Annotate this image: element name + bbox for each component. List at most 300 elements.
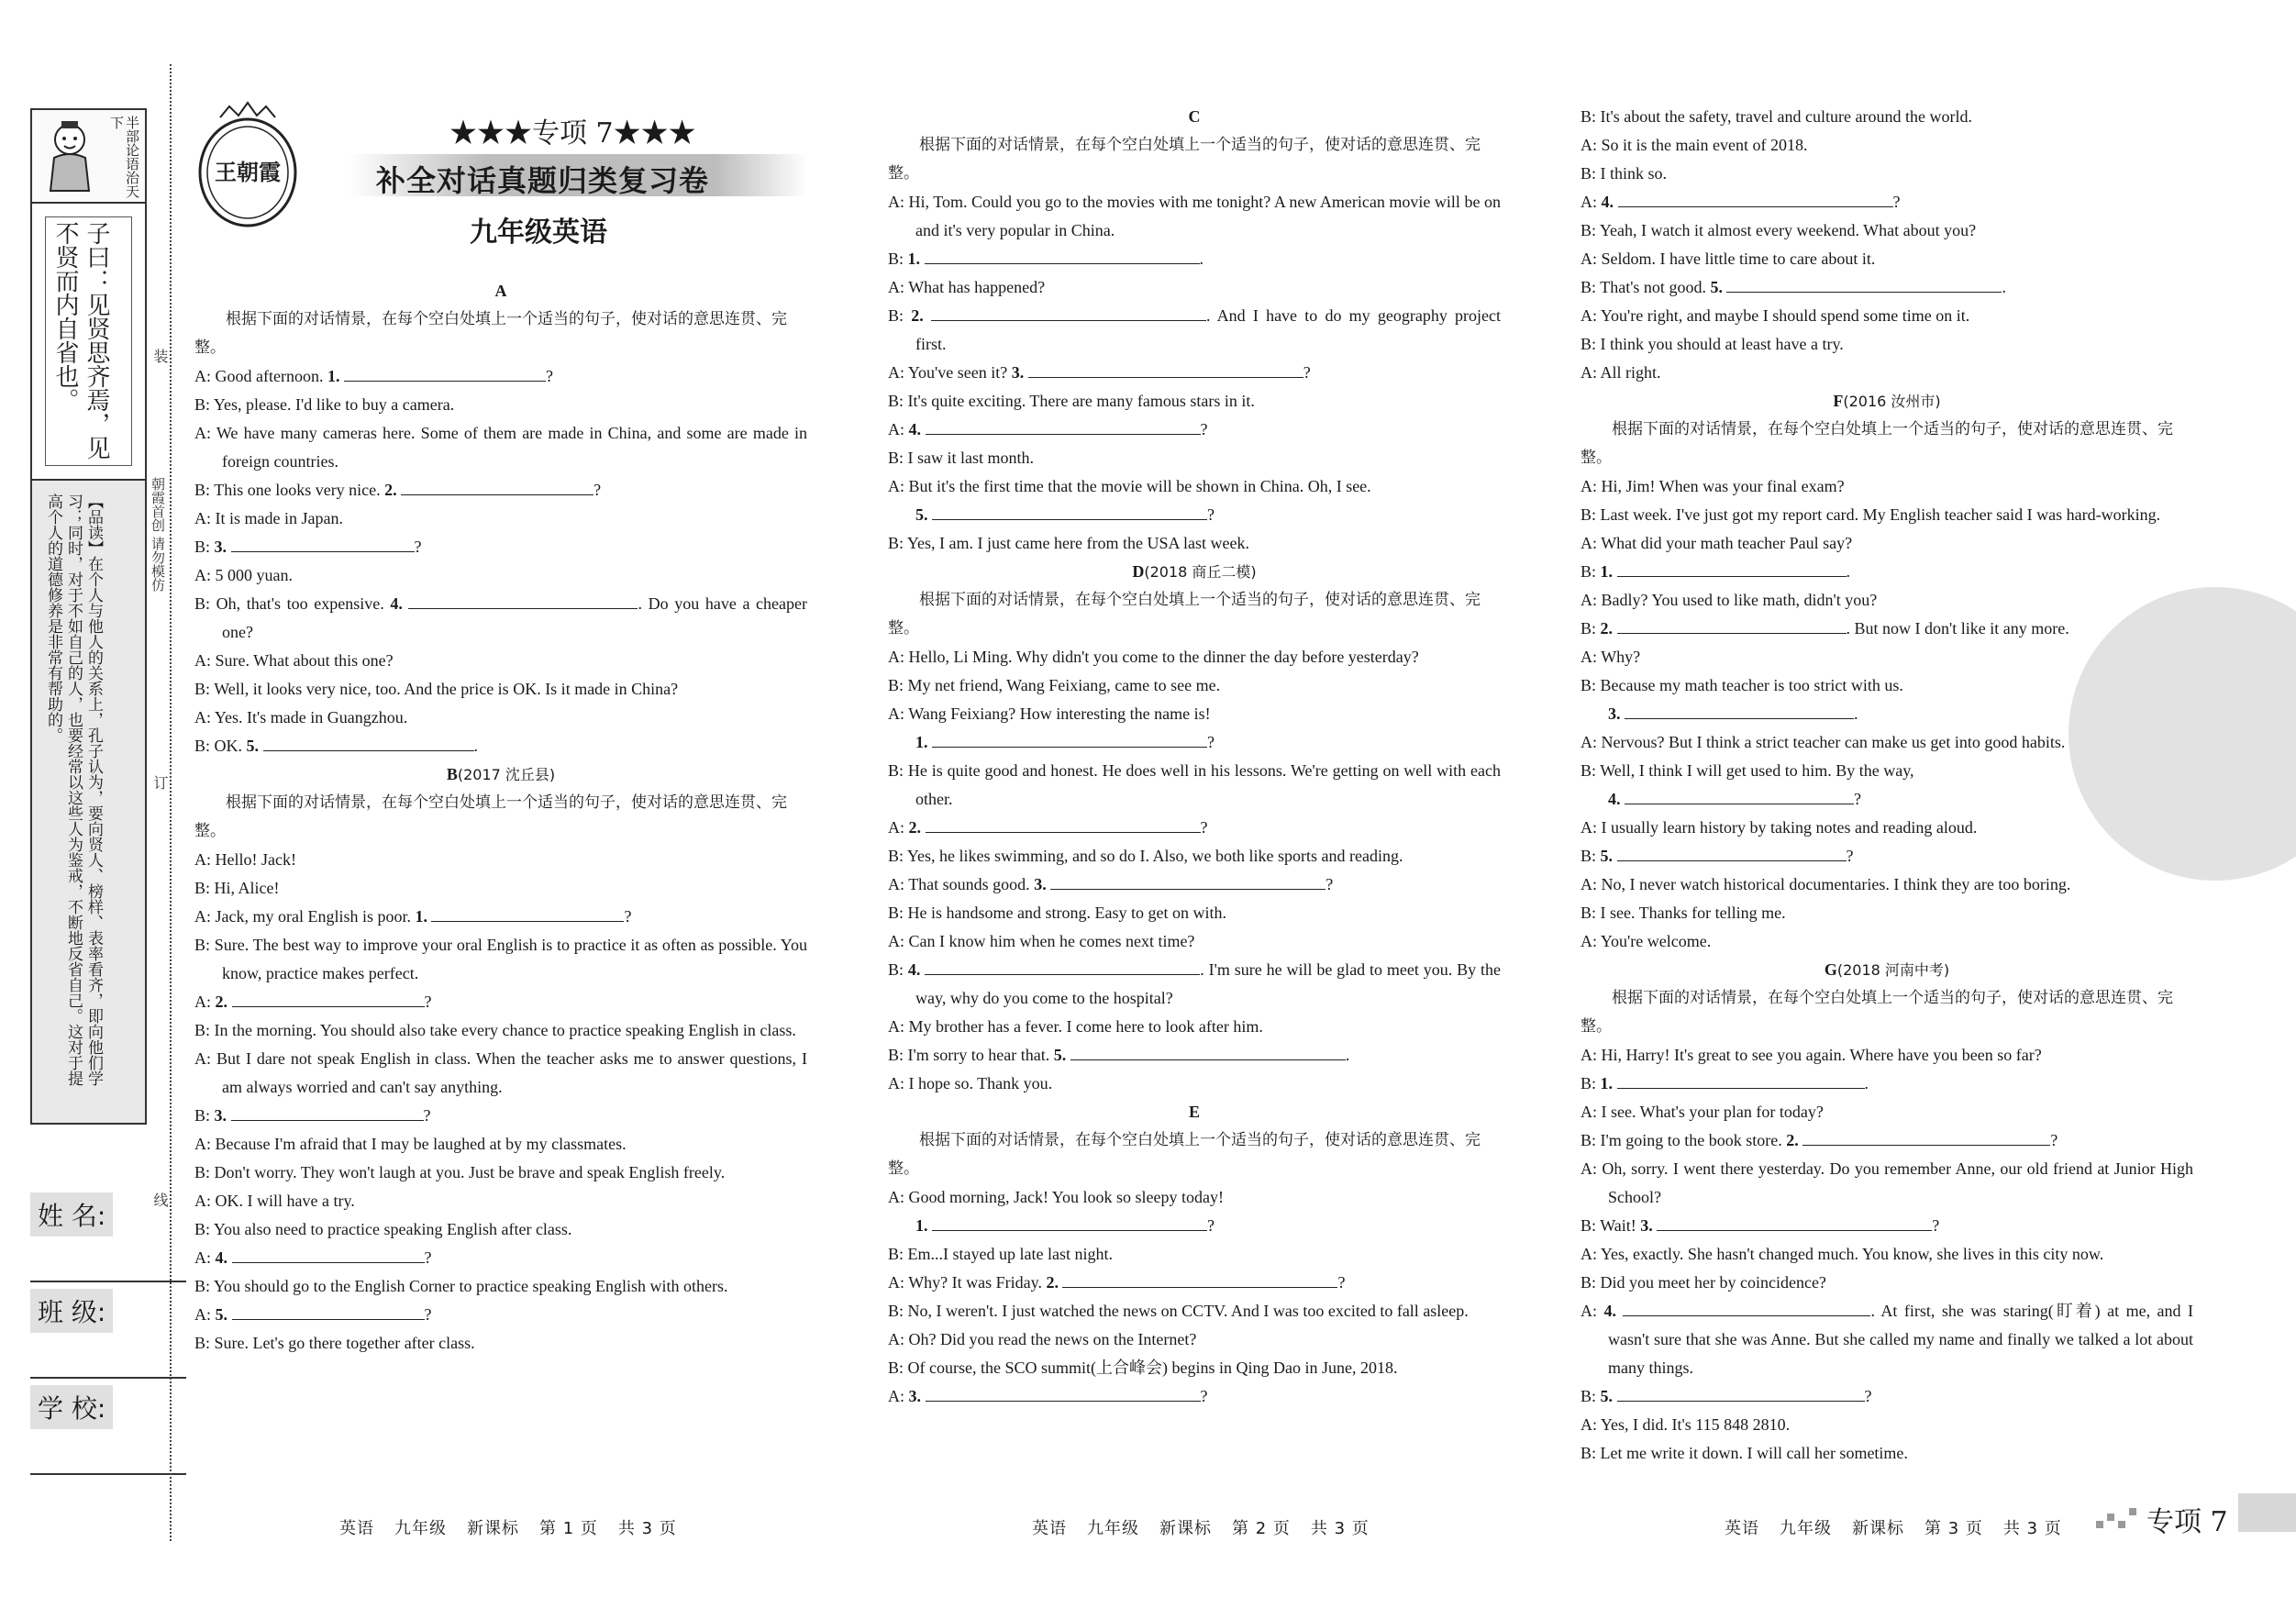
answer-blank[interactable] <box>231 1103 424 1121</box>
dialogue-text-after: ? <box>424 993 432 1011</box>
dialogue-text: Yeah, I watch it almost every weekend. What about you? <box>1599 221 1977 239</box>
blank-number: 3. <box>1011 363 1025 382</box>
blank-number: 4. <box>1601 193 1614 211</box>
motto-panel <box>30 108 147 204</box>
speaker-label: B: <box>888 1302 904 1320</box>
quote-panel <box>30 204 147 481</box>
dialogue-line <box>194 1016 807 1045</box>
answer-blank[interactable] <box>925 247 1200 264</box>
answer-blank[interactable] <box>1726 275 2002 293</box>
dialogue-text-after: . <box>1199 250 1204 268</box>
dialogue-text-after: ? <box>1200 1387 1208 1405</box>
dialogue-line <box>888 643 1501 671</box>
answer-blank[interactable] <box>344 364 546 382</box>
dialogue-text: Hi, Harry! It's great to see you again. Where have you been so far? <box>1601 1046 2042 1064</box>
dialogue-text: I saw it last month. <box>907 449 1035 467</box>
speaker-label: B: <box>194 594 211 613</box>
speaker-label: B: <box>1581 904 1597 922</box>
dialogue-line <box>888 444 1501 472</box>
dialogue-text-after: ? <box>423 1106 431 1125</box>
dialogue-line <box>888 1041 1501 1070</box>
dialogue-text: Sure. What about this one? <box>215 651 394 670</box>
school-label: 学 校: <box>30 1385 113 1429</box>
class-field[interactable] <box>30 1289 159 1379</box>
dialogue-text: I hope so. Thank you. <box>908 1074 1053 1092</box>
section-E-continued <box>1581 103 2193 387</box>
speaker-label: B: <box>1581 1444 1597 1462</box>
speaker-label: B: <box>888 1046 904 1064</box>
dialogue-line <box>194 675 807 704</box>
answer-blank[interactable] <box>1028 360 1303 378</box>
dialogue-text: But I dare not speak English in class. When the teacher asks me to answer questions, I am always worried and can't say anything. <box>216 1049 808 1096</box>
dialogue-text: Nervous? But I think a strict teacher can make us get into good habits. <box>1601 733 2066 751</box>
instruction-text: 根据下面的对话情景，在每个空白处填上一个适当的句子，使对话的意思连贯、完整。 <box>888 136 1481 183</box>
left-margin-strip <box>30 108 147 1125</box>
blank-number: 2. <box>1600 619 1614 638</box>
blank-number: 1. <box>907 250 921 268</box>
answer-blank[interactable] <box>932 1214 1207 1231</box>
dialogue-text-after: ? <box>1892 193 1901 211</box>
dialogue-line <box>1581 1070 2193 1098</box>
answer-blank[interactable] <box>1617 1071 1865 1089</box>
answer-blank[interactable] <box>401 478 593 495</box>
dialogue-line <box>888 1325 1501 1354</box>
dialogue-line <box>888 245 1501 273</box>
blank-number: 3. <box>1640 1216 1653 1235</box>
dialogue-line <box>1581 359 2193 387</box>
dialogue-text: What did your math teacher Paul say? <box>1601 534 1853 552</box>
answer-blank[interactable] <box>926 815 1201 833</box>
dialogue-text-after: ? <box>424 1305 432 1324</box>
speaker-label: A: <box>1581 875 1597 893</box>
corner-dots-icon <box>2096 1504 2142 1532</box>
speaker-label: A: <box>1581 363 1597 382</box>
blank-number: 2. <box>908 818 921 837</box>
dialogue-line <box>194 647 807 675</box>
blank-number: 1. <box>415 907 427 926</box>
answer-blank[interactable] <box>231 535 415 552</box>
dialogue-text: Oh, that's too expensive. <box>216 594 384 613</box>
dialogue-line <box>1581 899 2193 927</box>
section-E <box>888 1098 1501 1411</box>
dialogue-line <box>1581 1126 2193 1155</box>
blank-number: 2. <box>384 481 397 499</box>
answer-blank[interactable] <box>232 1246 425 1263</box>
dialogue-line <box>1581 871 2193 899</box>
section-B <box>194 760 807 1358</box>
dialogue-text: Hi, Alice! <box>214 879 280 897</box>
dialogue-line <box>1581 1041 2193 1070</box>
speaker-label: A: <box>888 1188 904 1206</box>
speaker-label: B: <box>194 680 211 698</box>
speaker-label: B: <box>194 538 211 556</box>
speaker-label: A: <box>888 278 904 296</box>
speaker-label: A: <box>1581 1415 1597 1434</box>
dialogue-text: Jack, my oral English is poor. <box>215 907 411 926</box>
speaker-label: B: <box>1581 562 1597 581</box>
speaker-label: B: <box>888 847 904 865</box>
confucius-cartoon-icon <box>38 117 102 194</box>
blank-number: 4. <box>1603 1302 1616 1320</box>
dialogue-line <box>888 671 1501 700</box>
answer-blank[interactable] <box>431 904 624 922</box>
dialogue-text-after: ? <box>1207 1216 1215 1235</box>
dialogue-line <box>194 1045 807 1102</box>
speaker-label: B: <box>194 1220 211 1238</box>
dialogue-text: Hello, Li Ming. Why didn't you come to the dinner the day before yesterday? <box>908 648 1419 666</box>
section-source: (2018 商丘二模) <box>1144 563 1257 581</box>
dialogue-line <box>1581 1240 2193 1269</box>
dialogue-text: It's about the safety, travel and culture around the world. <box>1600 107 1972 126</box>
name-label: 姓 名: <box>30 1192 113 1237</box>
dialogue-text: Don't worry. They won't laugh at you. Just be brave and speak English freely. <box>214 1163 726 1181</box>
school-line[interactable] <box>30 1429 186 1475</box>
answer-blank[interactable] <box>1062 1270 1337 1288</box>
dialogue-text: You should go to the English Corner to practice speaking English with others. <box>213 1277 728 1295</box>
answer-blank[interactable] <box>1617 1384 1865 1402</box>
answer-blank[interactable] <box>931 304 1206 321</box>
answer-blank[interactable] <box>1623 1299 1870 1316</box>
dialogue-text-after: . And I have to do my geography project first. <box>915 306 1502 353</box>
answer-blank[interactable] <box>926 1384 1201 1402</box>
answer-blank[interactable] <box>1802 1128 2050 1146</box>
dialogue-line <box>1581 131 2193 160</box>
answer-blank[interactable] <box>1625 787 1854 804</box>
footer-page-1: 英语 九年级 新课标 第 1 页 共 3 页 <box>339 1519 677 1538</box>
speaker-label: A: <box>1581 591 1597 609</box>
speaker-label: B: <box>888 761 904 780</box>
dialogue-text: Seldom. I have little time to care about it. <box>1601 250 1876 268</box>
dialogue-text: Did you meet her by coincidence? <box>1600 1273 1826 1292</box>
dialogue-line <box>1581 160 2193 188</box>
dialogue-text-after: ? <box>1337 1273 1346 1292</box>
speaker-label: B: <box>888 960 904 979</box>
page-title: 补全对话真题归类复习卷 <box>376 163 710 198</box>
dialogue-text: I'm going to the book store. <box>1600 1131 1782 1149</box>
dialogue-line <box>194 391 807 419</box>
dialogue-text: OK. I will have a try. <box>215 1192 355 1210</box>
dialogue-text: All right. <box>1600 363 1661 382</box>
blank-number: 5. <box>1600 847 1614 865</box>
dialogue-text-after: . <box>1854 704 1858 723</box>
dialogue-text: What has happened? <box>908 278 1046 296</box>
blank-number: 4. <box>390 594 403 613</box>
speaker-label: A: <box>888 875 904 893</box>
instruction-text: 根据下面的对话情景，在每个空白处填上一个适当的句子，使对话的意思连贯、完整。 <box>888 1131 1481 1178</box>
dialogue-text: Yes, I did. It's 115 848 2810. <box>1600 1415 1791 1434</box>
dialogue-text-after: . <box>1345 1046 1350 1064</box>
dialogue-line <box>1581 1382 2193 1411</box>
dialogue-text: I usually learn history by taking notes and reading aloud. <box>1601 818 1978 837</box>
speaker-label: B: <box>888 449 904 467</box>
speaker-label: A: <box>1581 1046 1597 1064</box>
dialogue-text-after: ? <box>1854 790 1861 808</box>
speaker-label: B: <box>194 936 211 954</box>
dialogue-text-after: . At first, she was staring(盯着) at me, and I wasn't sure that she was Anne. But she called my name and finally we talked a lot about many things. <box>1608 1302 2193 1377</box>
footer-page-2: 英语 九年级 新课标 第 2 页 共 3 页 <box>1032 1519 1370 1538</box>
speaker-label: B: <box>1581 676 1597 694</box>
dialogue-line <box>888 757 1501 814</box>
dialogue-line <box>888 1382 1501 1411</box>
speaker-label: B: <box>1581 1216 1597 1235</box>
blank-number: 2. <box>911 306 924 325</box>
dialogue-line <box>888 1070 1501 1098</box>
answer-blank[interactable] <box>925 958 1200 975</box>
dialogue-text: We have many cameras here. Some of them are made in China, and some are made in foreign countries. <box>216 424 807 471</box>
speaker-label: B: <box>888 1245 904 1263</box>
dialogue-text: You've seen it? <box>907 363 1008 382</box>
dialogue-line <box>194 1329 807 1358</box>
footer-page-3: 英语 九年级 新课标 第 3 页 共 3 页 <box>1725 1519 2062 1538</box>
dialogue-text: I think so. <box>1600 164 1668 183</box>
speaker-label: A: <box>1581 733 1597 751</box>
fold-mark-zhuang: 装 <box>149 349 169 363</box>
dialogue-line <box>194 590 807 647</box>
dialogue-text: Of course, the SCO summit(上合峰会) begins in Qing Dao in June, 2018. <box>907 1359 1398 1377</box>
dialogue-text: I think you should at least have a try. <box>1600 335 1844 353</box>
dialogue-line <box>194 1102 807 1130</box>
speaker-label: B: <box>194 1163 211 1181</box>
corner-bar <box>2238 1493 2296 1532</box>
dialogue-line <box>194 931 807 988</box>
answer-blank[interactable] <box>232 1303 425 1320</box>
blank-number: 4. <box>908 420 921 438</box>
section-title <box>1581 387 2193 416</box>
answer-blank[interactable] <box>1618 190 1893 207</box>
dialogue-text: Wait! <box>1600 1216 1636 1235</box>
dialogue-line <box>194 1244 807 1272</box>
answer-blank[interactable] <box>408 592 638 609</box>
dialogue-text: I'm sorry to hear that. <box>907 1046 1050 1064</box>
dialogue-text-after: ? <box>1207 733 1215 751</box>
answer-blank[interactable] <box>1625 702 1854 719</box>
svg-text:王朝霞: 王朝霞 <box>215 160 281 185</box>
dialogue-text-after: ? <box>1207 505 1215 524</box>
speaker-label: A: <box>888 648 904 666</box>
dialogue-text: Badly? You used to like math, didn't you? <box>1601 591 1878 609</box>
speaker-label: B: <box>888 306 904 325</box>
speaker-label: B: <box>1581 1273 1597 1292</box>
section-title <box>888 1098 1501 1126</box>
dialogue-line <box>194 419 807 476</box>
dialogue-text: Well, I think I will get used to him. By the way, <box>1600 761 1914 780</box>
section-A <box>194 277 807 760</box>
speaker-label: A: <box>888 193 904 211</box>
dialogue-text: No, I weren't. I just watched the news on CCTV. And I was too excited to fall asleep. <box>907 1302 1469 1320</box>
dialogue-text: Oh, sorry. I went there yesterday. Do you remember Anne, our old friend at Junior High School? <box>1602 1159 2193 1206</box>
dialogue-line <box>194 988 807 1016</box>
speaker-label: A: <box>888 1017 904 1036</box>
answer-blank[interactable] <box>263 734 474 751</box>
fold-mark-ding: 订 <box>149 775 169 790</box>
answer-blank[interactable] <box>1617 844 1847 861</box>
binding-fold-line <box>170 64 172 1541</box>
speaker-label: A: <box>1581 306 1597 325</box>
dialogue-text: Em...I stayed up late last night. <box>907 1245 1113 1263</box>
speaker-label: A: <box>1581 477 1597 495</box>
blank-number: 5. <box>915 505 928 524</box>
dialogue-line <box>888 814 1501 842</box>
blank-number: 1. <box>1600 562 1614 581</box>
dialogue-line <box>1581 302 2193 330</box>
speaker-label: A: <box>194 1305 211 1324</box>
dialogue-text-after: . <box>1846 562 1851 581</box>
speaker-label: B: <box>888 676 904 694</box>
dialogue-line <box>888 1183 1501 1212</box>
section-letter: A <box>494 282 507 300</box>
dialogue-text-after: ? <box>1846 847 1854 865</box>
speaker-label: B: <box>1581 761 1597 780</box>
section-source: (2018 河南中考) <box>1836 961 1950 979</box>
speaker-label: B: <box>1581 847 1597 865</box>
dialogue-line <box>888 842 1501 871</box>
blank-number: 1. <box>915 733 928 751</box>
blank-number: 5. <box>1600 1387 1614 1405</box>
dialogue-text: Why? It was Friday. <box>908 1273 1042 1292</box>
dialogue-line <box>888 1212 1501 1240</box>
section-letter: F <box>1833 392 1844 410</box>
publisher-logo-icon <box>193 99 303 237</box>
dialogue-text-after: ? <box>545 367 553 385</box>
speaker-label: A: <box>194 993 211 1011</box>
speaker-label: A: <box>194 1135 211 1153</box>
blank-number: 4. <box>907 960 921 979</box>
speaker-label: B: <box>1581 1387 1597 1405</box>
answer-blank[interactable] <box>932 503 1207 520</box>
dialogue-text: Sure. Let's go there together after class. <box>214 1334 475 1352</box>
dialogue-line <box>1581 1269 2193 1297</box>
answer-blank[interactable] <box>932 730 1207 748</box>
dialogue-text: Wang Feixiang? How interesting the name is! <box>908 704 1211 723</box>
dialogue-line <box>1581 330 2193 359</box>
dialogue-text: You're right, and maybe I should spend some time on it. <box>1600 306 1970 325</box>
section-letter: E <box>1188 1103 1200 1121</box>
speaker-label: A: <box>194 367 211 385</box>
speaker-label: B: <box>1581 619 1597 638</box>
dialogue-line <box>1581 216 2193 245</box>
blank-number: 2. <box>1046 1273 1059 1292</box>
dialogue-text: But it's the first time that the movie will be shown in China. Oh, I see. <box>908 477 1371 495</box>
dialogue-text: I see. Thanks for telling me. <box>1600 904 1786 922</box>
blank-number: 5. <box>1710 278 1723 296</box>
blank-number: 2. <box>215 993 227 1011</box>
dialogue-text: Good morning, Jack! You look so sleepy today! <box>908 1188 1224 1206</box>
dialogue-line <box>888 416 1501 444</box>
dialogue-line <box>194 1272 807 1301</box>
speaker-label: A: <box>1581 1103 1597 1121</box>
dialogue-line <box>194 533 807 561</box>
answer-blank[interactable] <box>1617 616 1847 634</box>
dialogue-line <box>888 1013 1501 1041</box>
dialogue-line <box>194 1215 807 1244</box>
answer-blank[interactable] <box>232 990 425 1007</box>
dialogue-text: Why? <box>1601 648 1641 666</box>
name-field[interactable] <box>30 1192 159 1282</box>
section-title <box>1581 956 2193 984</box>
answer-blank[interactable] <box>1070 1043 1346 1060</box>
dialogue-text: Yes, he likes swimming, and so do I. Also, we both like sports and reading. <box>906 847 1403 865</box>
dialogue-line <box>1581 245 2193 273</box>
dialogue-text-after: ? <box>414 538 422 556</box>
speaker-label: A: <box>194 907 211 926</box>
dialogue-line <box>194 362 807 391</box>
speaker-label: A: <box>194 708 211 726</box>
dialogue-text: Yes, please. I'd like to buy a camera. <box>213 395 455 414</box>
dialogue-text: You also need to practice speaking English after class. <box>213 1220 572 1238</box>
speaker-label: A: <box>888 1273 904 1292</box>
speaker-label: B: <box>194 481 211 499</box>
dialogue-text-after: ? <box>1303 363 1311 382</box>
section-G <box>1581 956 2193 1468</box>
name-line[interactable] <box>30 1237 186 1282</box>
answer-blank[interactable] <box>926 417 1201 435</box>
dialogue-text-after: . <box>473 737 479 755</box>
dialogue-line <box>888 302 1501 359</box>
dialogue-line <box>194 1130 807 1159</box>
dialogue-text: Because I'm afraid that I may be laughed at by my classmates. <box>215 1135 627 1153</box>
dialogue-text-after: ? <box>424 1248 432 1267</box>
reading-commentary: 【品读】在个人与他人的关系上，孔子认为，要向贤人、榜样、表率看齐，即向他们学习；同时，对于不如自己的人，也要经常以这些人为鉴戒，不断地反省自己。这对于提高个人的道德修养是非常有帮助的。 <box>44 494 103 1086</box>
speaker-label: B: <box>1581 1074 1597 1092</box>
dialogue-text-after: ? <box>593 481 602 499</box>
speaker-label: B: <box>888 392 904 410</box>
blank-number: 5. <box>1053 1046 1067 1064</box>
blank-number: 1. <box>327 367 340 385</box>
instruction-text: 根据下面的对话情景，在每个空白处填上一个适当的句子，使对话的意思连贯、完整。 <box>194 310 787 357</box>
column-1 <box>194 277 807 1358</box>
dialogue-line <box>888 1240 1501 1269</box>
dialogue-line <box>1581 501 2193 529</box>
speaker-label: A: <box>1581 1245 1597 1263</box>
dialogue-text-after: . But now I don't like it any more. <box>1846 619 2069 638</box>
instruction-text: 根据下面的对话情景，在每个空白处填上一个适当的句子，使对话的意思连贯、完整。 <box>194 793 787 840</box>
dialogue-text-after: ? <box>1200 818 1208 837</box>
class-line[interactable] <box>30 1333 186 1379</box>
dialogue-line <box>1581 1297 2193 1382</box>
dialogue-text: It's quite exciting. There are many famous stars in it. <box>907 392 1255 410</box>
dialogue-line <box>888 956 1501 1013</box>
dialogue-text: That's not good. <box>1600 278 1706 296</box>
dialogue-text-after: ? <box>2050 1131 2058 1149</box>
section-D <box>888 558 1501 1098</box>
school-field[interactable] <box>30 1385 159 1475</box>
dialogue-line <box>1581 1098 2193 1126</box>
dialogue-line <box>194 1159 807 1187</box>
dialogue-text-after: . <box>1864 1074 1869 1092</box>
speaker-label: A: <box>888 420 904 438</box>
motto-text: 半部论语治天下 <box>108 116 140 198</box>
dialogue-line <box>1581 615 2193 643</box>
column-2 <box>888 103 1501 1411</box>
answer-blank[interactable] <box>1050 872 1325 890</box>
speaker-label: B: <box>194 1106 211 1125</box>
instruction-text: 根据下面的对话情景，在每个空白处填上一个适当的句子，使对话的意思连贯、完整。 <box>1581 420 2173 467</box>
speaker-label: A: <box>1581 1302 1597 1320</box>
blank-number: 5. <box>246 737 260 755</box>
dialogue-line <box>194 732 807 760</box>
speaker-label: A: <box>888 363 904 382</box>
answer-blank[interactable] <box>1617 560 1847 577</box>
speaker-label: A: <box>194 424 211 442</box>
speaker-label: B: <box>888 904 904 922</box>
anti-copy-note: 朝霞首创 请勿模仿 <box>150 477 166 592</box>
answer-blank[interactable] <box>1657 1214 1932 1231</box>
section-letter: B <box>446 765 458 783</box>
blank-number: 3. <box>908 1387 921 1405</box>
dialogue-line <box>888 899 1501 927</box>
section-letter: C <box>1188 107 1201 126</box>
speaker-label: A: <box>194 1248 211 1267</box>
